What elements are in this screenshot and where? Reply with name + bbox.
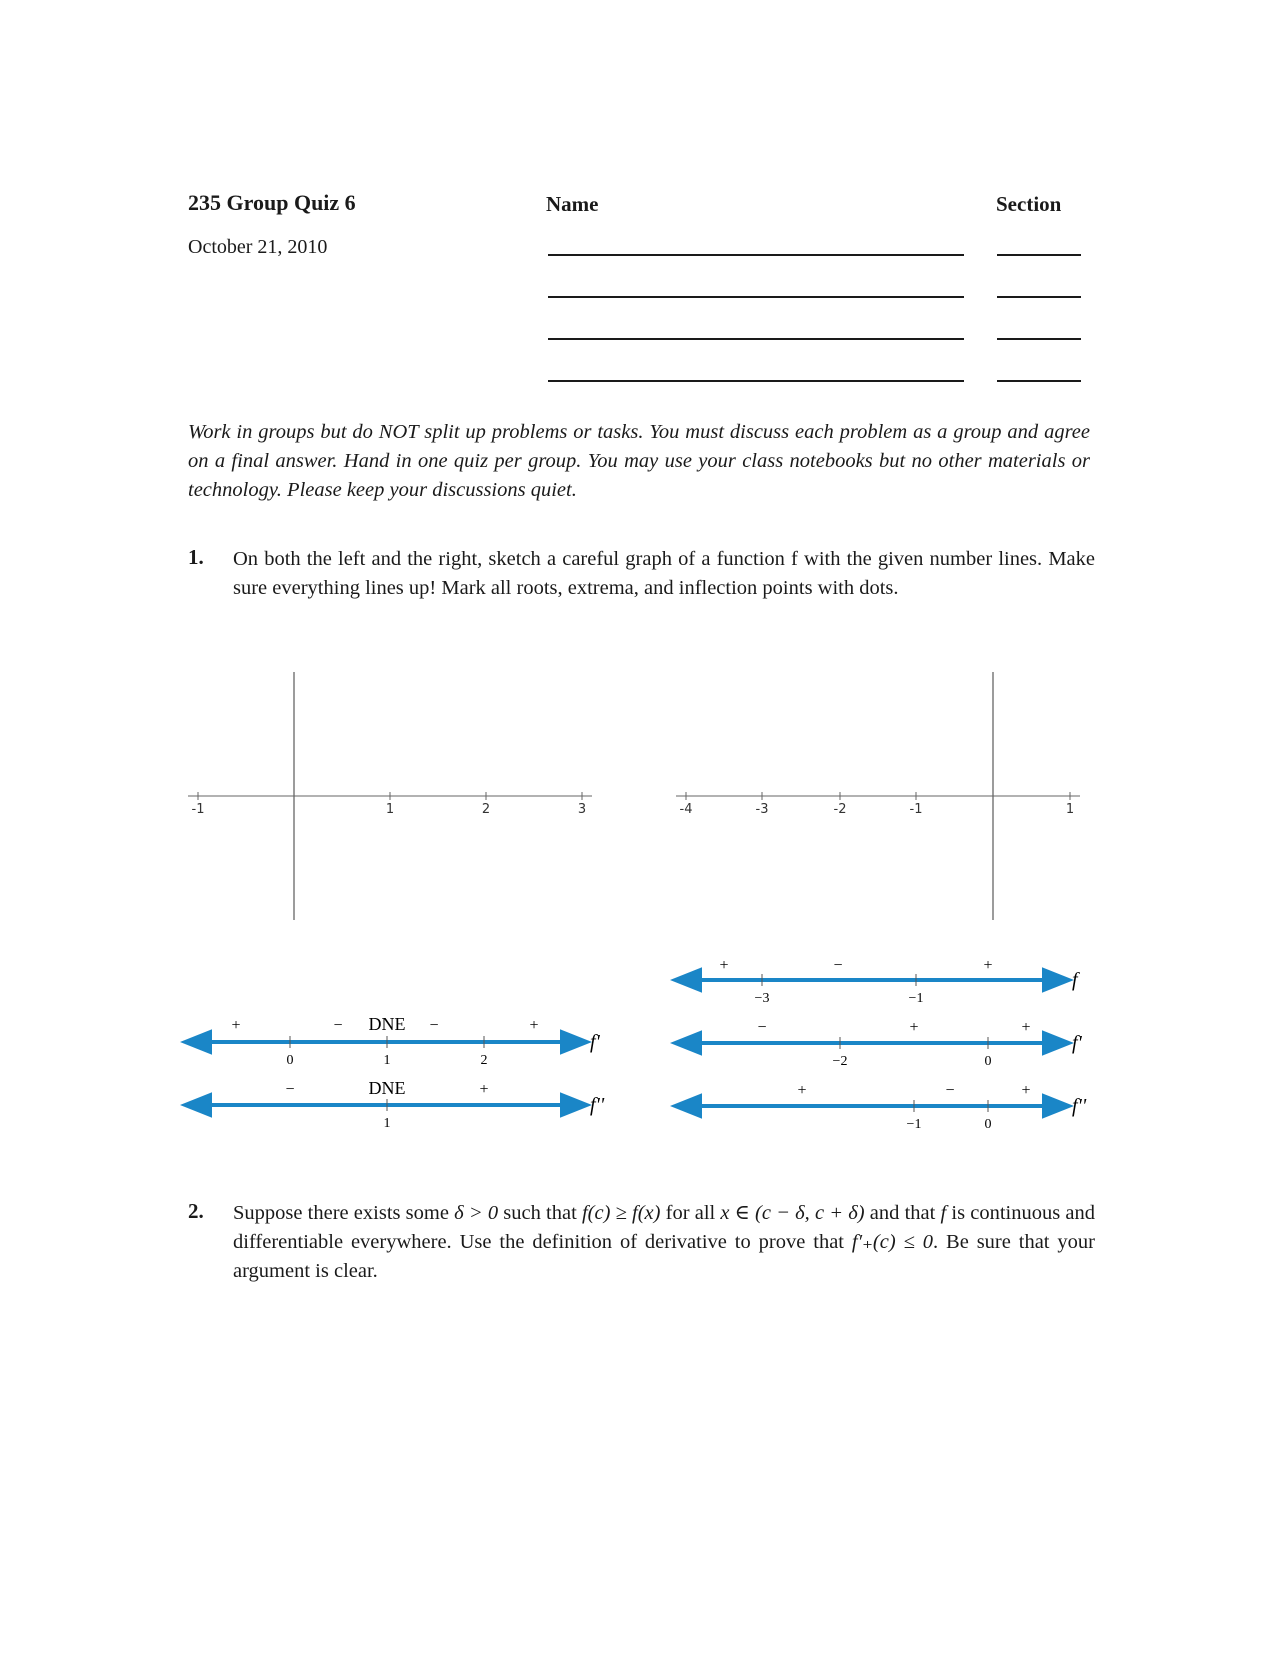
point-label: 0 [286, 1053, 294, 1068]
q2-text: is continuous and differentiable everywhere. Use the definition of derivative to prove that [233, 1202, 1095, 1253]
q2-interval: x ∈ (c − δ, c + δ) [720, 1202, 865, 1224]
left-tick-label: 2 [481, 802, 491, 817]
point-label: 0 [984, 1117, 992, 1132]
sign-label: + [909, 1019, 919, 1036]
name-header: Name [546, 192, 599, 216]
sign-label: − [429, 1017, 439, 1034]
section-header: Section [996, 192, 1062, 216]
question-2-number: 2. [188, 1199, 204, 1223]
point-label: 1 [383, 1053, 391, 1068]
sign-label: + [529, 1017, 539, 1034]
instructions: Work in groups but do NOT split up problems or tasks. You must discuss each problem as a group and agree on a final answer. Hand in one quiz per group. You may use your class notebooks but no other materials or technology. Please keep your discussions quiet. [188, 421, 1090, 501]
point-label: −1 [906, 1117, 922, 1132]
point-label: 2 [480, 1053, 488, 1068]
quiz-title: 235 Group Quiz 6 [188, 190, 356, 215]
right-f-number-line [686, 957, 1080, 1006]
sign-label: − [945, 1082, 955, 1099]
function-label: f'' [590, 1094, 605, 1116]
q2-text: Suppose there exists some [233, 1202, 455, 1224]
question-1-number: 1. [188, 545, 204, 569]
sign-label: DNE [368, 1014, 406, 1034]
sign-label: DNE [368, 1078, 406, 1098]
q2-delta-condition: δ > 0 [454, 1202, 499, 1224]
sign-label: + [479, 1081, 489, 1098]
sign-label: + [1021, 1082, 1031, 1099]
sign-label: − [285, 1081, 295, 1098]
left-axes [188, 672, 592, 920]
point-label: −1 [908, 991, 924, 1006]
sign-label: − [757, 1019, 767, 1036]
question-2-text [233, 1199, 1095, 1286]
sign-label: + [719, 957, 729, 974]
sign-label: + [231, 1017, 241, 1034]
quiz-date: October 21, 2010 [188, 236, 328, 258]
right-tick-label: -2 [833, 802, 847, 817]
q2-text: and that [864, 1202, 941, 1224]
point-label: 1 [383, 1116, 391, 1131]
right-tick-label: -1 [909, 802, 923, 817]
right-tick-label: -4 [679, 802, 693, 817]
function-label: f' [1072, 1032, 1082, 1054]
q2-f-symbol: f [940, 1202, 947, 1224]
function-label: f [1072, 969, 1078, 991]
right-fdoubleprime-number-line [686, 1082, 1087, 1132]
right-tick-label: 1 [1065, 802, 1075, 817]
left-tick-label: 1 [385, 802, 395, 817]
sign-label: + [797, 1082, 807, 1099]
q2-claim: f′₊(c) ≤ 0 [851, 1231, 933, 1253]
left-fprime-number-line [196, 1014, 601, 1068]
point-label: 0 [984, 1054, 992, 1069]
left-fdoubleprime-number-line [196, 1078, 605, 1131]
point-label: −3 [754, 991, 770, 1006]
function-label: f' [590, 1031, 600, 1053]
sign-label: + [983, 957, 993, 974]
q2-text: such that [498, 1202, 582, 1224]
right-axes [676, 672, 1080, 920]
q2-text: . Be sure that your argument is clear. [233, 1231, 1095, 1282]
point-label: −2 [832, 1054, 848, 1069]
function-label: f'' [1072, 1095, 1087, 1117]
q2-inequality: f(c) ≥ f(x) [581, 1202, 661, 1224]
question-1-text: On both the left and the right, sketch a careful graph of a function f with the given number lines. Make sure everything lines up! Mark all roots, extrema, and inflection points with dots. [233, 548, 1095, 599]
sign-label: − [333, 1017, 343, 1034]
left-tick-label: 3 [577, 802, 587, 817]
right-fprime-number-line [686, 1019, 1083, 1069]
sign-label: − [833, 957, 843, 974]
sign-label: + [1021, 1019, 1031, 1036]
left-tick-label: -1 [191, 802, 205, 817]
q2-text: for all [660, 1202, 721, 1224]
right-tick-label: -3 [755, 802, 769, 817]
